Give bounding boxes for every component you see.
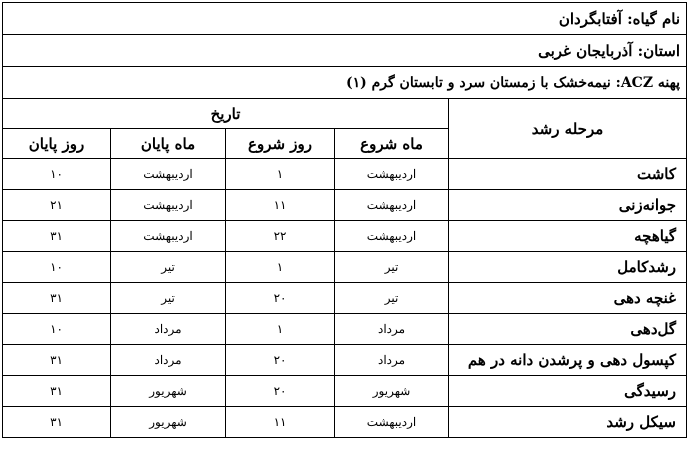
- end-month-cell: اردیبهشت: [111, 159, 226, 190]
- end-month-cell: مرداد: [111, 345, 226, 376]
- end-month-cell: تیر: [111, 283, 226, 314]
- stage-cell: گیاهچه: [449, 221, 687, 252]
- table-row: [3, 283, 687, 314]
- start-month-header: ماه شروع: [335, 129, 449, 159]
- start-day-header: روز شروع: [226, 129, 335, 159]
- start-month-cell: شهریور: [335, 376, 449, 407]
- end-day-cell: ۱۰: [3, 159, 111, 190]
- table-row: [3, 190, 687, 221]
- end-day-cell: ۳۱: [3, 283, 111, 314]
- end-month-cell: اردیبهشت: [111, 221, 226, 252]
- start-day-cell: ۲۰: [226, 283, 335, 314]
- start-day-cell: ۲۲: [226, 221, 335, 252]
- start-day-cell: ۱۱: [226, 190, 335, 221]
- end-month-cell: مرداد: [111, 314, 226, 345]
- table-row: [3, 314, 687, 345]
- end-day-cell: ۳۱: [3, 345, 111, 376]
- end-day-cell: ۳۱: [3, 221, 111, 252]
- start-month-cell: تیر: [335, 252, 449, 283]
- table-row: [3, 345, 687, 376]
- start-day-cell: ۱: [226, 159, 335, 190]
- start-month-cell: مرداد: [335, 314, 449, 345]
- stage-cell: غنچه دهی: [449, 283, 687, 314]
- stage-cell: کاشت: [449, 159, 687, 190]
- start-month-cell: اردیبهشت: [335, 221, 449, 252]
- end-day-cell: ۱۰: [3, 314, 111, 345]
- start-month-cell: اردیبهشت: [335, 190, 449, 221]
- end-month-cell: اردیبهشت: [111, 190, 226, 221]
- table-row: [3, 252, 687, 283]
- stage-cell: سیکل رشد: [449, 407, 687, 438]
- date-group-header: تاریخ: [3, 99, 449, 129]
- start-day-cell: ۱۱: [226, 407, 335, 438]
- start-day-cell: ۲۰: [226, 345, 335, 376]
- start-day-cell: ۱: [226, 314, 335, 345]
- table-row: [3, 159, 687, 190]
- stage-cell: گل‌دهی: [449, 314, 687, 345]
- end-month-cell: شهریور: [111, 376, 226, 407]
- table-row: [3, 221, 687, 252]
- table-row: [3, 407, 687, 438]
- end-day-cell: ۱۰: [3, 252, 111, 283]
- plant-name: نام گیاه: آفتابگردان: [3, 3, 687, 35]
- end-day-cell: ۳۱: [3, 376, 111, 407]
- start-day-cell: ۱: [226, 252, 335, 283]
- end-month-header: ماه پایان: [111, 129, 226, 159]
- table-row: [3, 376, 687, 407]
- stage-column-header: مرحله رشد: [449, 99, 687, 159]
- end-month-cell: تیر: [111, 252, 226, 283]
- end-day-header: روز پایان: [3, 129, 111, 159]
- start-month-cell: اردیبهشت: [335, 159, 449, 190]
- stage-cell: کپسول دهی و پرشدن دانه در هم: [449, 345, 687, 376]
- growth-stage-table: [2, 2, 687, 438]
- stage-cell: رشدکامل: [449, 252, 687, 283]
- end-day-cell: ۳۱: [3, 407, 111, 438]
- province-name: استان: آذربایجان غربی: [3, 35, 687, 67]
- start-day-cell: ۲۰: [226, 376, 335, 407]
- stage-cell: جوانه‌زنی: [449, 190, 687, 221]
- start-month-cell: اردیبهشت: [335, 407, 449, 438]
- start-month-cell: تیر: [335, 283, 449, 314]
- end-day-cell: ۲۱: [3, 190, 111, 221]
- end-month-cell: شهریور: [111, 407, 226, 438]
- climate-zone: پهنه ACZ: نیمه‌خشک با زمستان سرد و تابستان گرم (۱): [3, 67, 687, 99]
- stage-cell: رسیدگی: [449, 376, 687, 407]
- start-month-cell: مرداد: [335, 345, 449, 376]
